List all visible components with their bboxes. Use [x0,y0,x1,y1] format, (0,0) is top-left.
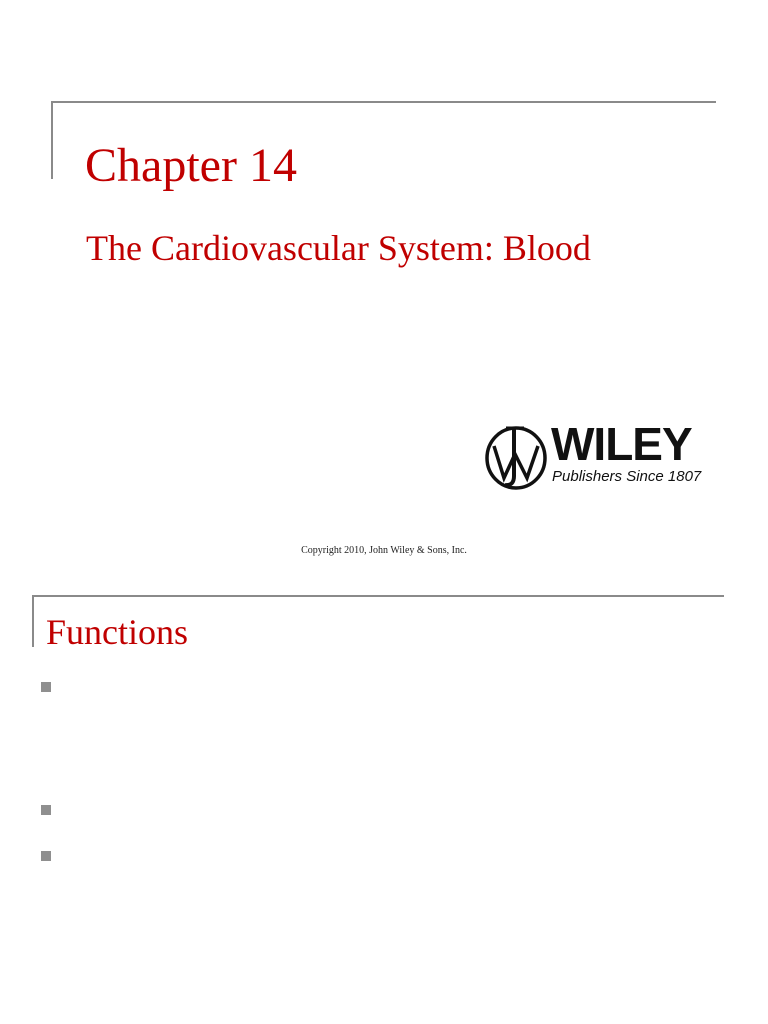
bullet-list [0,576,768,1024]
slide-title: Functions [46,612,189,652]
list-item [41,849,741,869]
square-bullet-icon [41,805,51,815]
chapter-title: Chapter 14 [85,139,297,192]
wiley-logo [484,418,704,496]
slide-frame-top-line [51,101,716,103]
square-bullet-icon [41,851,51,861]
list-item [41,803,741,823]
chapter-subtitle: The Cardiovascular System: Blood [86,228,591,268]
copyright-notice: Copyright 2010, John Wiley & Sons, Inc. [301,545,467,556]
wiley-wordmark: WILEY [551,418,692,470]
functions-slide [0,576,768,1024]
wiley-jw-seal-icon [484,420,548,492]
slide-frame-left-line [51,101,53,179]
list-item [41,680,741,700]
wiley-tagline: Publishers Since 1807 [552,468,702,485]
square-bullet-icon [41,682,51,692]
